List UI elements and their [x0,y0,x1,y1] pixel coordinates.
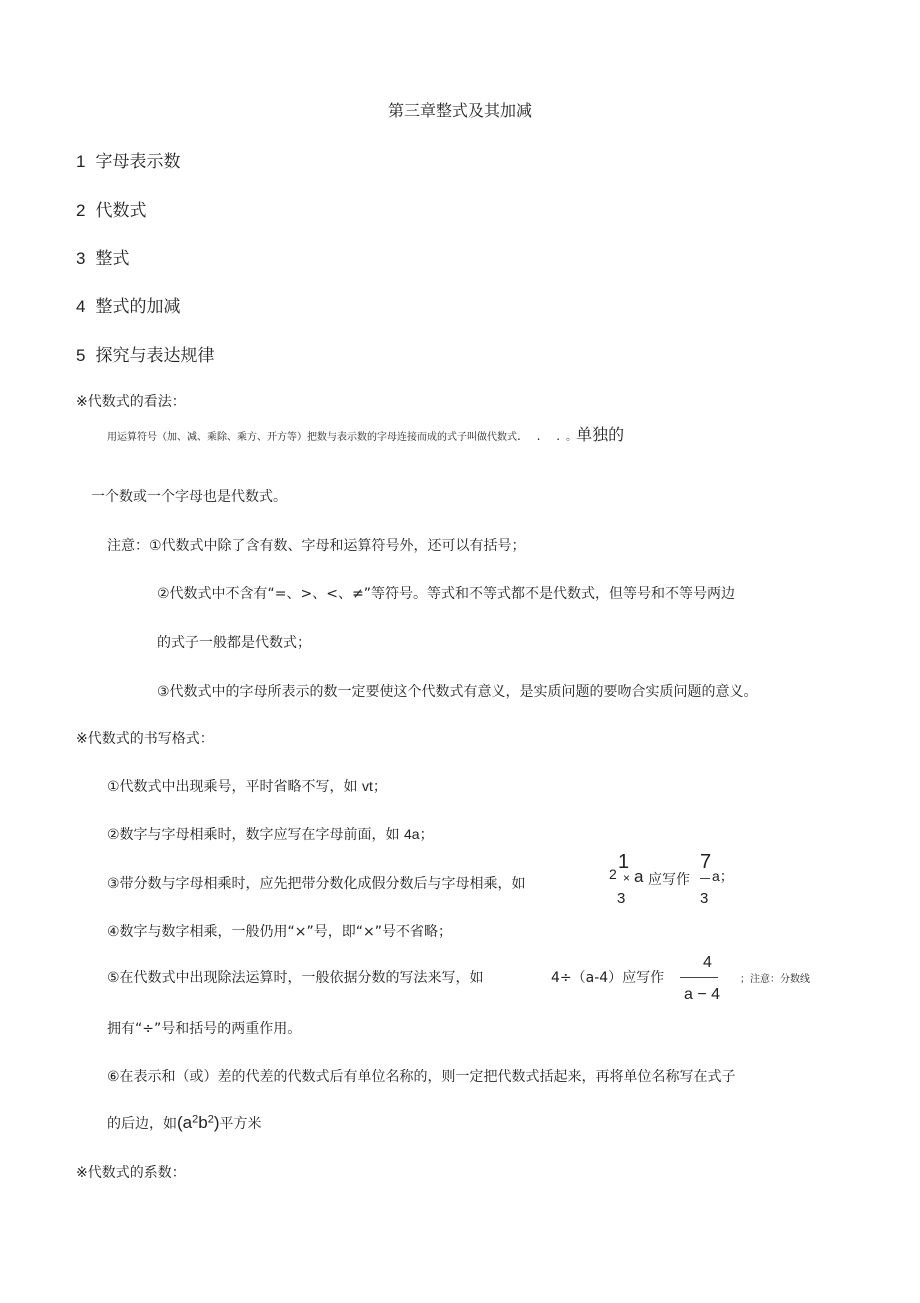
rule-2 [107,824,434,844]
section-heading-format: ※代数式的书写格式： [76,731,214,747]
definition-period: 。 [566,432,577,443]
rule-4: ④数字与数字相乘，一般仍用“×”号，即“×”号不省略； [107,924,453,940]
section-heading-coefficient: ※代数式的系数： [76,1165,186,1181]
improper-numerator: 7 [700,851,712,873]
rule-1-example: vt [362,778,373,794]
rule-6-unit: 平方米 [219,1116,262,1132]
toc-number: 1 [76,152,86,171]
rule-6-close: ) [213,1113,220,1132]
var-a: a [634,867,644,886]
rule-2-example: 4a [404,826,420,842]
mixed-whole: 2 [609,866,617,882]
toc-label: 代数式 [95,201,147,221]
rule-6-open: (a [177,1113,193,1132]
rule-1-text: ①代数式中出现乘号，平时省略不写，如 [107,779,362,795]
rule-6-b: b [198,1113,208,1132]
definition-line [107,422,624,445]
toc-number: 5 [76,346,86,365]
rule-5-expression: 4÷（a-4）应写作 [551,970,665,986]
rule-6-exp-2: 2 [207,1113,214,1126]
toc-number: 3 [76,249,86,268]
rule-3-text: ③带分数与字母相乘时，应先把带分数化成假分数后与字母相乘，如 [107,876,526,892]
note-2: ②代数式中不含有“=、>、<、≠”等符号。等式和不等式都不是代数式，但等号和不等号两边 [157,586,735,602]
rule-5-note: ；注意：分数线 [740,974,810,985]
toc-item [76,244,129,269]
toc-number: 4 [76,297,86,316]
rule-1 [107,776,387,796]
toc-label: 字母表示数 [95,152,181,172]
emphasis-dots: . . . [517,429,567,443]
rule-5-text: ⑤在代数式中出现除法运算时，一般依据分数的写法来写，如 [107,970,484,986]
fraction-bar [680,977,718,978]
definition-single: 单独的 [576,425,625,444]
note-2-continuation: 的式子一般都是代数式； [157,635,311,651]
rule-2-text: ②数字与字母相乘时，数字应写在字母前面，如 [107,827,404,843]
rule-5-numerator: 4 [703,954,712,971]
definition-text: 用运算符号（加、减、乘除、乘方、开方等）把数与表示数的字母连接而成的式子叫做代数式 [107,432,517,443]
toc-item [76,147,180,172]
section-heading-view: ※代数式的看法： [76,394,186,410]
mixed-numerator: 1 [618,851,630,873]
fraction-bar [700,878,710,879]
page-title: 第三章整式及其加减 [387,101,532,120]
toc-label: 探究与表达规律 [95,346,215,366]
rule-1-end: ； [372,779,387,795]
rule-6-prefix: 的后边，如 [107,1116,177,1132]
note-3: ③代数式中的字母所表示的数一定要使这个代数式有意义，是实质问题的要吻合实质问题的意义。 [157,684,758,700]
toc-label: 整式 [95,249,130,269]
toc-item [76,341,214,366]
rule-6: ⑥在表示和（或）差的代差的代数式后有单位名称的，则一定把代数式括起来，再将单位名称写在式子 [107,1069,736,1085]
toc-label: 整式的加减 [95,297,181,317]
note-1: 注意：①代数式中除了含有数、字母和运算符号外，还可以有括号； [107,538,526,554]
should-write-as: 应写作 [648,872,690,888]
rule-5-continuation: 拥有“÷”号和括号的两重作用。 [107,1021,302,1037]
rule-5-denominator: a − 4 [684,986,721,1003]
toc-item [76,196,146,221]
rule-6-exp-1: 2 [192,1113,199,1126]
toc-number: 2 [76,201,86,220]
times-sign: × [623,871,631,885]
var-a-2: a； [712,868,734,884]
toc-item [76,292,180,317]
rule-2-end: ； [419,827,434,843]
definition-continuation: 一个数或一个字母也是代数式。 [91,489,287,505]
rule-6-continuation [107,1113,262,1133]
improper-denominator: 3 [700,890,709,907]
mixed-denominator: 3 [617,890,626,907]
